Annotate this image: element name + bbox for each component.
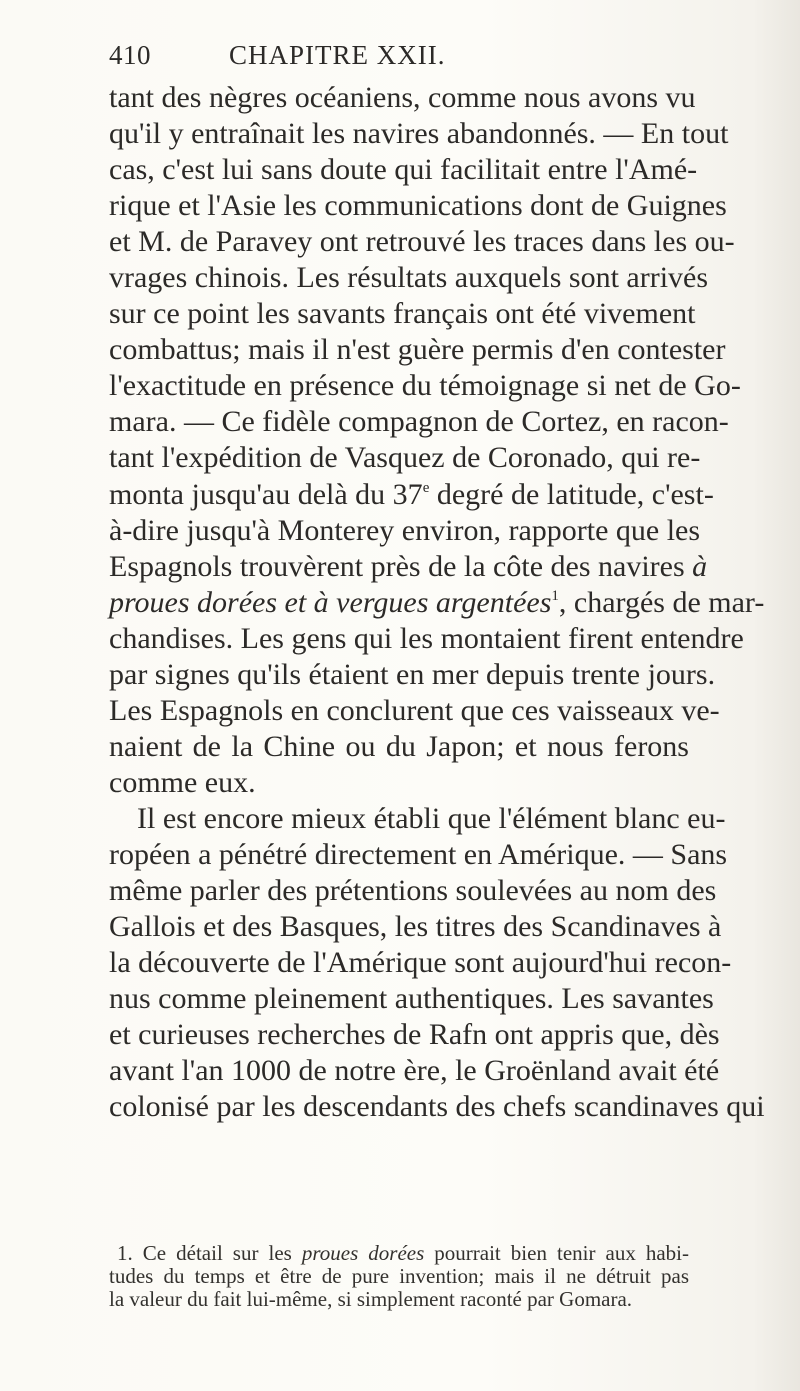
footnote-line [109,1242,689,1265]
text-line [109,585,765,621]
text-line: chandises. Les gens qui les montaient firent entendre [109,621,744,655]
text-line: tant l'expédition de Vasquez de Coronado, qui re- [109,441,701,475]
text-line: à-dire jusqu'à Monterey environ, rapporte que les [109,513,701,547]
footnote-ref: 1 [551,587,559,604]
text-line: la découverte de l'Amérique sont aujourd'hui recon- [109,946,732,980]
text-line: rique et l'Asie les communications dont de Guignes [109,189,727,223]
page-number: 410 [109,40,151,70]
text-line: tant des nègres océaniens, comme nous avons vu [109,81,696,114]
text-line: naient de la Chine ou du Japon; et nous ferons [109,729,689,763]
text-line: Il est encore mieux établi que l'élément blanc eu- [137,801,726,835]
text-line [109,549,708,585]
text-line: Gallois et des Basques, les titres des Scandinaves à [109,910,722,944]
text-line: vrages chinois. Les résultats auxquels sont arrivés [109,261,709,295]
chapter-title: CHAPITRE XXII. [229,40,446,70]
body-text [109,80,765,1125]
text-line: mara. — Ce fidèle compagnon de Cortez, en racon- [109,405,729,439]
text-line: Les Espagnols en conclurent que ces vaisseaux ve- [109,693,720,727]
text-fragment-italic: proues dorées [301,1241,425,1265]
text-fragment: pourrait bien tenir aux habi- [424,1241,689,1265]
text-line: avant l'an 1000 de notre ère, le Groënland avait été [109,1054,720,1088]
text-line [109,477,714,513]
text-line: ropéen a pénétré directement en Amérique. — Sans [109,837,728,871]
footnote-line: tudes du temps et être de pure invention; mais il ne détruit pas [109,1264,689,1288]
text-fragment-italic: à [684,549,708,583]
text-fragment: Ce détail sur les [132,1241,302,1265]
text-fragment: Espagnols trouvèrent près de la côte des navires [109,549,685,583]
text-line: par signes qu'ils étaient en mer depuis trente jours. [109,657,716,691]
footnote-line: la valeur du fait lui-même, si simplement raconté par Gomara. [109,1287,633,1311]
text-line: cas, c'est lui sans doute qui facilitait entre l'Amé- [109,153,698,187]
text-fragment: monta jusqu'au delà du 37 [109,477,423,511]
text-line: colonisé par les descendants des chefs scandinaves qui [109,1090,765,1124]
text-line: qu'il y entraînait les navires abandonnés. — En tout [109,117,729,151]
text-line: comme eux. [109,765,256,799]
superscript: e [422,479,430,496]
text-line: et curieuses recherches de Rafn ont appris que, dès [109,1018,720,1052]
footnote-number: 1. [117,1241,133,1265]
text-line: et M. de Paravey ont retrouvé les traces dans les ou- [109,225,735,259]
text-fragment: degré de latitude, c'est- [429,477,714,511]
text-fragment-italic: proues dorées et à vergues argentées [109,585,552,619]
text-line: nus comme pleinement authentiques. Les savantes [109,982,714,1016]
text-line: combattus; mais il n'est guère permis d'en contester [109,333,726,367]
text-fragment: , chargés de mar- [558,585,765,619]
footnote [109,1242,689,1311]
text-line: sur ce point les savants français ont été vivement [109,297,696,331]
text-line: même parler des prétentions soulevées au nom des [109,874,717,908]
running-head [109,40,689,80]
text-line: l'exactitude en présence du témoignage si net de Go- [109,369,741,403]
